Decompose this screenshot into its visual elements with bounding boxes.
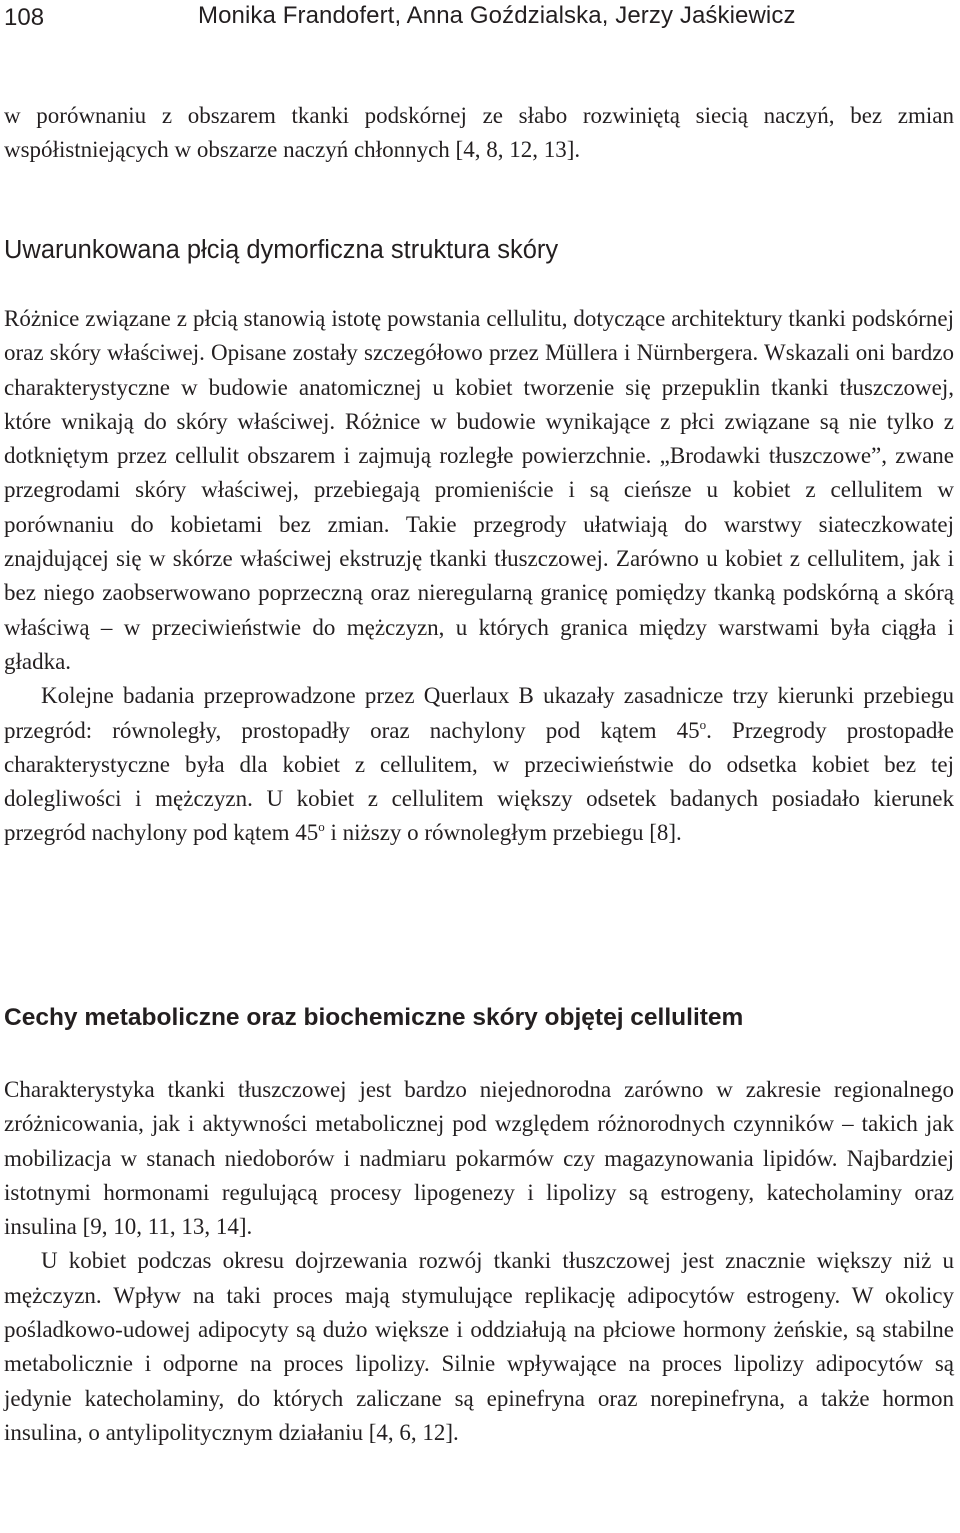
section1-paragraph-2-part-c: i niższy o równoległym przebiegu [8]. — [324, 820, 682, 846]
section-heading-dimorphic-structure: Uwarunkowana płcią dymorficzna struktura skóry — [4, 236, 559, 264]
page-number: 108 — [4, 4, 45, 31]
section2-body — [4, 1073, 954, 1450]
intro-paragraph: w porównaniu z obszarem tkanki podskórnej ze słabo rozwiniętą siecią naczyń, bez zmian współistniejących w obszarze naczyń chłonnych [4, 8, 12, 13]. — [4, 103, 954, 163]
intro-block — [4, 99, 954, 168]
section1-body — [4, 302, 954, 851]
page-header — [0, 0, 960, 40]
degree-mark: o — [318, 819, 325, 835]
section-heading-metabolic-features: Cechy metaboliczne oraz biochemiczne skóry objętej cellulitem — [4, 1004, 744, 1031]
degree-mark: o — [699, 716, 707, 732]
section2-paragraph-1: Charakterystyka tkanki tłuszczowej jest bardzo niejednorodna zarówno w zakresie regionalnego zróżnicowania, jak i aktywności metabolicznej pod względem różnorodnych czynników – takich jak mobilizacja w stanach niedoborów i nadmiaru pokarmów czy magazynowania lipidów. Najbardziej istotnymi hormonami regulującą procesy lipogenezy i lipolizy są estrogeny, katecholaminy oraz insulina [9, 10, 11, 13, 14]. — [4, 1077, 954, 1240]
section1-paragraph-2-part-b: . Przegrody prostopadłe charakterystyczne była dla kobiet z cellulitem, w przeciwieństwie do odsetka kobiet bez tej dolegliwości i mężczyzn. U kobiet z cellulitem większy odsetek badanych posiadało kierunek przegród nachylony pod kątem 45 — [4, 717, 954, 846]
running-head-authors: Monika Frandofert, Anna Goździalska, Jerzy Jaśkiewicz — [198, 2, 796, 29]
section1-paragraph-2 — [4, 679, 954, 850]
section1-paragraph-2-part-a: Kolejne badania przeprowadzone przez Querlaux B ukazały zasadnicze trzy kierunki przebiegu przegród: równoległy, prostopadły oraz nachylony pod kątem 45 — [4, 683, 954, 743]
section1-paragraph-1: Różnice związane z płcią stanowią istotę powstania cellulitu, dotyczące architektury tkanki podskórnej oraz skóry właściwej. Opisane zostały szczegółowo przez Müllera i Nürnbergera. Wskazali oni bardzo charakterystyczne w budowie anatomicznej u kobiet tworzenie się przepuklin tkanki tłuszczowej, które wnikają do skóry właściwej. Różnice w budowie wynikające z płci związane są nie tylko z dotkniętym przez cellulit obszarem i zajmują rozległe powierzchnie. „Brodawki tłuszczowe”, zwane przegrodami skóry właściwej, przebiegają promieniście i są cieńsze u kobiet z cellulitem w porównaniu do kobietami bez zmian. Takie przegrody ułatwiają do warstwy siateczkowatej znajdującej się w skórze właściwej ekstruzję tkanki tłuszczowej. Zarówno u kobiet z cellulitem, jak i bez niego zaobserwowano poprzeczną oraz nieregularną granicę pomiędzy tkanką podskórną a skórą właściwą – w przeciwieństwie do mężczyzn, u których granica między warstwami była ciągła i gładka. — [4, 306, 954, 674]
section2-paragraph-2: U kobiet podczas okresu dojrzewania rozwój tkanki tłuszczowej jest znacznie większy niż u mężczyzn. Wpływ na taki proces mają stymulujące replikację adipocytów estrogeny. W okolicy pośladkowo-udowej adipocyty są dużo większe i oddziałują na płciowe hormony żeńskie, są stabilne metabolicznie i odporne na proces lipolizy. Silnie wpływające na proces lipolizy adipocytów są jedynie katecholaminy, do których zaliczane są epinefryna oraz norepinefryna, a także hormon insulina, o antylipolitycznym działaniu [4, 6, 12]. — [4, 1248, 954, 1445]
